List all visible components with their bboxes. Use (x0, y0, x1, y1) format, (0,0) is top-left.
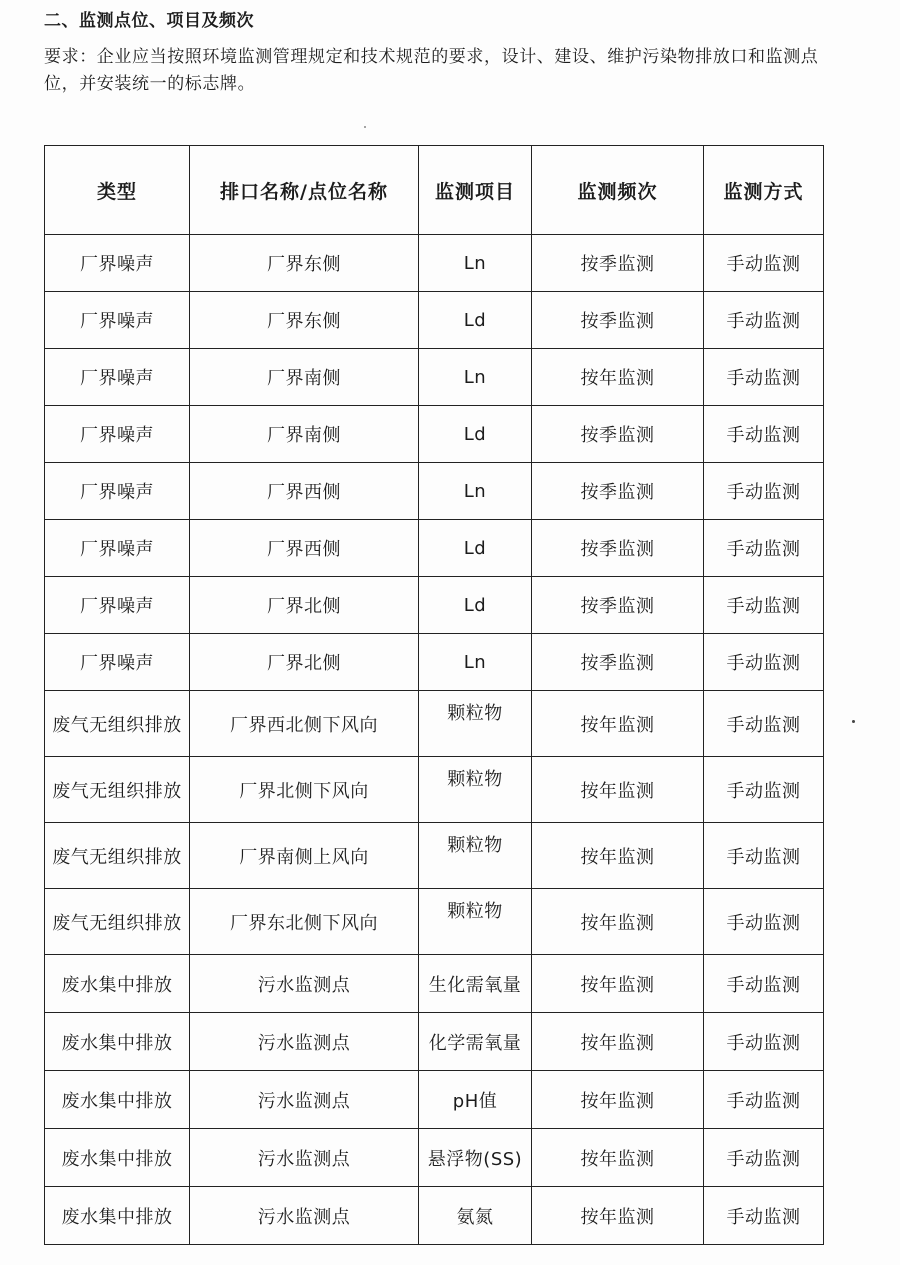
table-row (45, 577, 824, 634)
cell-outlet: 污水监测点 (190, 955, 419, 1013)
cell-outlet: 污水监测点 (190, 1071, 419, 1129)
table-row (45, 1071, 824, 1129)
table-row (45, 757, 824, 823)
cell-outlet: 厂界西侧 (190, 520, 419, 577)
monitoring-table-container (44, 145, 823, 1245)
cell-type: 废水集中排放 (45, 1013, 190, 1071)
cell-outlet: 厂界东侧 (190, 235, 419, 292)
cell-frequency: 按年监测 (532, 823, 704, 889)
header-frequency: 监测频次 (532, 146, 704, 235)
cell-frequency: 按年监测 (532, 1129, 704, 1187)
cell-type: 厂界噪声 (45, 634, 190, 691)
header-type: 类型 (45, 146, 190, 235)
cell-item: Ld (419, 577, 532, 634)
table-row (45, 235, 824, 292)
table-row (45, 889, 824, 955)
cell-method: 手动监测 (704, 577, 824, 634)
table-row (45, 463, 824, 520)
cell-outlet: 污水监测点 (190, 1129, 419, 1187)
cell-item: Ln (419, 349, 532, 406)
header-method: 监测方式 (704, 146, 824, 235)
cell-method: 手动监测 (704, 349, 824, 406)
cell-item: 颗粒物 (419, 823, 532, 889)
cell-method: 手动监测 (704, 520, 824, 577)
cell-outlet: 厂界南侧 (190, 406, 419, 463)
cell-item: 氨氮 (419, 1187, 532, 1245)
table-row (45, 406, 824, 463)
cell-method: 手动监测 (704, 757, 824, 823)
cell-frequency: 按年监测 (532, 349, 704, 406)
table-row (45, 691, 824, 757)
cell-item: 悬浮物(SS) (419, 1129, 532, 1187)
cell-frequency: 按年监测 (532, 955, 704, 1013)
table-row (45, 520, 824, 577)
cell-method: 手动监测 (704, 1013, 824, 1071)
table-row (45, 955, 824, 1013)
cell-type: 厂界噪声 (45, 463, 190, 520)
cell-type: 厂界噪声 (45, 349, 190, 406)
cell-method: 手动监测 (704, 1071, 824, 1129)
cell-frequency: 按年监测 (532, 889, 704, 955)
cell-method: 手动监测 (704, 235, 824, 292)
cell-type: 厂界噪声 (45, 406, 190, 463)
cell-type: 废水集中排放 (45, 1071, 190, 1129)
cell-item: Ld (419, 520, 532, 577)
cell-item: pH值 (419, 1071, 532, 1129)
cell-frequency: 按季监测 (532, 577, 704, 634)
section-title: 二、监测点位、项目及频次 (44, 11, 254, 31)
cell-outlet: 厂界西侧 (190, 463, 419, 520)
cell-method: 手动监测 (704, 889, 824, 955)
cell-frequency: 按季监测 (532, 463, 704, 520)
cell-outlet: 厂界西北侧下风向 (190, 691, 419, 757)
table-row (45, 349, 824, 406)
cell-method: 手动监测 (704, 406, 824, 463)
cell-type: 厂界噪声 (45, 520, 190, 577)
header-monitoring-item: 监测项目 (419, 146, 532, 235)
table-row (45, 634, 824, 691)
cell-item: Ld (419, 292, 532, 349)
cell-item: 化学需氧量 (419, 1013, 532, 1071)
cell-method: 手动监测 (704, 634, 824, 691)
table-header-row (45, 146, 824, 235)
table-row (45, 1187, 824, 1245)
cell-type: 厂界噪声 (45, 577, 190, 634)
scan-speck (364, 126, 366, 128)
table-row (45, 292, 824, 349)
cell-item: Ln (419, 463, 532, 520)
cell-frequency: 按季监测 (532, 634, 704, 691)
cell-frequency: 按季监测 (532, 292, 704, 349)
cell-frequency: 按年监测 (532, 1187, 704, 1245)
cell-frequency: 按年监测 (532, 757, 704, 823)
cell-type: 废气无组织排放 (45, 889, 190, 955)
cell-method: 手动监测 (704, 823, 824, 889)
cell-outlet: 污水监测点 (190, 1013, 419, 1071)
cell-outlet: 厂界北侧下风向 (190, 757, 419, 823)
cell-type: 废水集中排放 (45, 1187, 190, 1245)
cell-item: 颗粒物 (419, 691, 532, 757)
cell-frequency: 按季监测 (532, 235, 704, 292)
cell-type: 废气无组织排放 (45, 757, 190, 823)
requirement-paragraph: 要求：企业应当按照环境监测管理规定和技术规范的要求，设计、建设、维护污染物排放口和监测点位，并安装统一的标志牌。 (44, 47, 819, 94)
cell-method: 手动监测 (704, 292, 824, 349)
table-row (45, 823, 824, 889)
cell-item: 颗粒物 (419, 889, 532, 955)
cell-frequency: 按年监测 (532, 691, 704, 757)
cell-type: 废气无组织排放 (45, 823, 190, 889)
cell-method: 手动监测 (704, 955, 824, 1013)
cell-outlet: 厂界南侧上风向 (190, 823, 419, 889)
cell-method: 手动监测 (704, 1129, 824, 1187)
cell-outlet: 厂界北侧 (190, 634, 419, 691)
table-row (45, 1013, 824, 1071)
cell-outlet: 污水监测点 (190, 1187, 419, 1245)
cell-type: 厂界噪声 (45, 235, 190, 292)
cell-item: Ln (419, 235, 532, 292)
cell-outlet: 厂界北侧 (190, 577, 419, 634)
cell-outlet: 厂界南侧 (190, 349, 419, 406)
cell-type: 厂界噪声 (45, 292, 190, 349)
scan-speck (852, 720, 855, 723)
cell-frequency: 按季监测 (532, 520, 704, 577)
cell-type: 废水集中排放 (45, 955, 190, 1013)
cell-item: 颗粒物 (419, 757, 532, 823)
cell-method: 手动监测 (704, 1187, 824, 1245)
cell-frequency: 按年监测 (532, 1071, 704, 1129)
cell-item: Ld (419, 406, 532, 463)
cell-type: 废水集中排放 (45, 1129, 190, 1187)
monitoring-table (44, 145, 824, 1245)
cell-type: 废气无组织排放 (45, 691, 190, 757)
cell-method: 手动监测 (704, 691, 824, 757)
cell-frequency: 按年监测 (532, 1013, 704, 1071)
cell-outlet: 厂界东北侧下风向 (190, 889, 419, 955)
table-row (45, 1129, 824, 1187)
header-outlet-name: 排口名称/点位名称 (190, 146, 419, 235)
cell-item: 生化需氧量 (419, 955, 532, 1013)
cell-outlet: 厂界东侧 (190, 292, 419, 349)
cell-frequency: 按季监测 (532, 406, 704, 463)
cell-item: Ln (419, 634, 532, 691)
cell-method: 手动监测 (704, 463, 824, 520)
